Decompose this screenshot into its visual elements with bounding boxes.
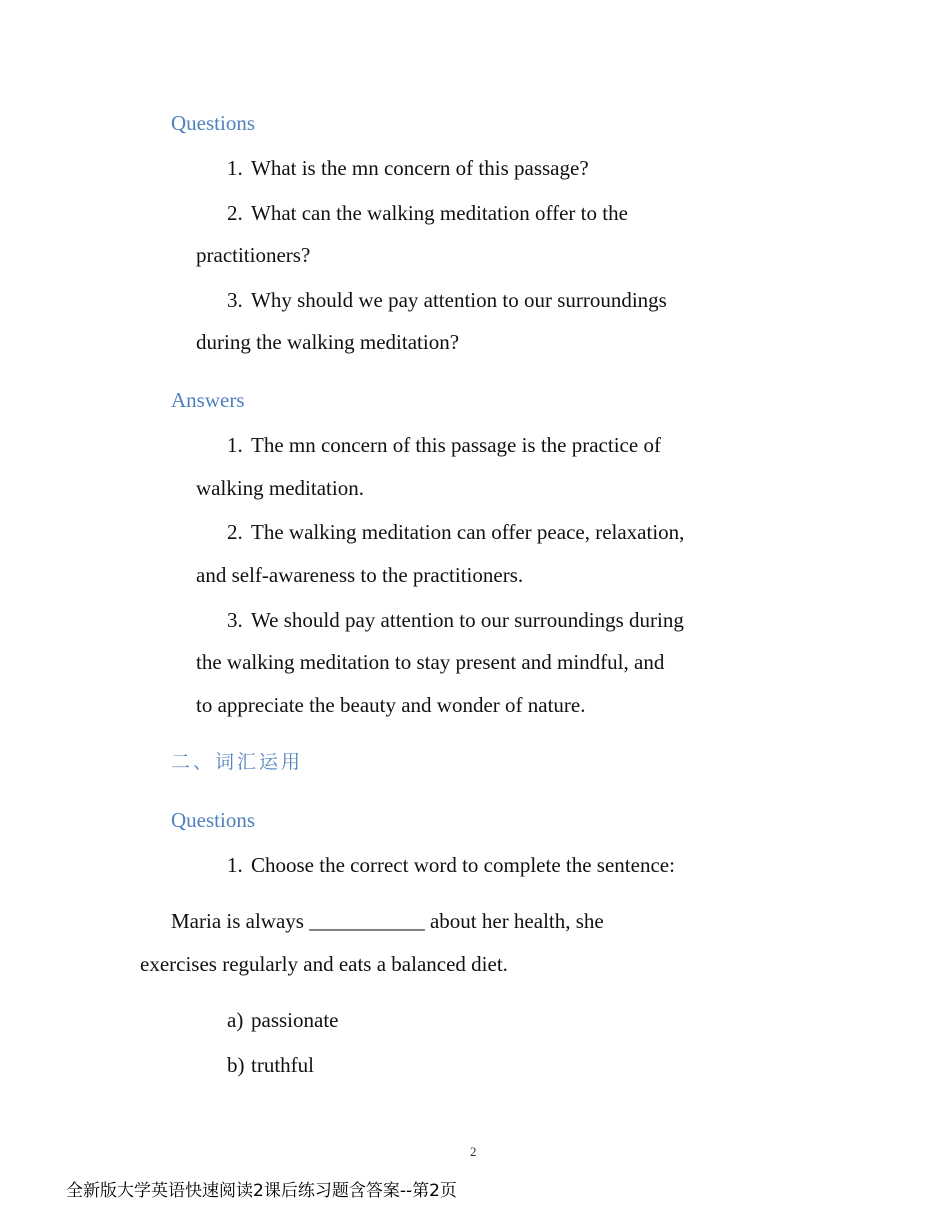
option-label: a)	[227, 1008, 244, 1032]
page-number: 2	[470, 1144, 477, 1159]
question-2	[227, 201, 628, 225]
question-number: 2.	[227, 201, 243, 225]
question-3-continuation: during the walking meditation?	[196, 330, 460, 354]
questions-heading: Questions	[171, 111, 255, 135]
answer-number: 3.	[227, 608, 243, 632]
answer-2-continuation: and self-awareness to the practitioners.	[196, 563, 524, 587]
answer-text: The mn concern of this passage is the practice of	[251, 433, 661, 457]
question-2-continuation: practitioners?	[196, 243, 311, 267]
answers-heading: Answers	[171, 388, 245, 412]
answer-1	[227, 433, 661, 457]
fill-in-sentence-continuation: exercises regularly and eats a balanced diet.	[140, 952, 508, 976]
answer-3-continuation-2: to appreciate the beauty and wonder of nature.	[196, 693, 586, 717]
question-text: Choose the correct word to complete the sentence:	[251, 853, 675, 877]
answer-1-continuation: walking meditation.	[196, 476, 364, 500]
option-a	[227, 1008, 338, 1032]
question-text: Why should we pay attention to our surroundings	[251, 288, 667, 312]
question-number: 1.	[227, 156, 243, 180]
question-number: 1.	[227, 853, 243, 877]
option-b	[227, 1053, 314, 1077]
question-1	[227, 156, 589, 180]
option-label: b)	[227, 1053, 245, 1077]
option-text: truthful	[251, 1053, 314, 1077]
answer-text: We should pay attention to our surroundings during	[251, 608, 684, 632]
fill-in-sentence: Maria is always ___________ about her health, she	[171, 909, 604, 933]
answer-3-continuation-1: the walking meditation to stay present and mindful, and	[196, 650, 665, 674]
section-2-title: 二、词汇运用	[171, 751, 304, 773]
answer-number: 2.	[227, 520, 243, 544]
answer-2	[227, 520, 684, 544]
question-3	[227, 288, 667, 312]
answer-number: 1.	[227, 433, 243, 457]
question-text: What is the mn concern of this passage?	[251, 156, 589, 180]
answer-text: The walking meditation can offer peace, relaxation,	[251, 520, 685, 544]
question-number: 3.	[227, 288, 243, 312]
vocab-question-1	[227, 853, 675, 877]
answer-3	[227, 608, 684, 632]
option-text: passionate	[251, 1008, 339, 1032]
questions-heading-2: Questions	[171, 808, 255, 832]
page-footer: 全新版大学英语快速阅读2课后练习题含答案--第2页	[66, 1181, 457, 1201]
question-text: What can the walking meditation offer to the	[251, 201, 628, 225]
